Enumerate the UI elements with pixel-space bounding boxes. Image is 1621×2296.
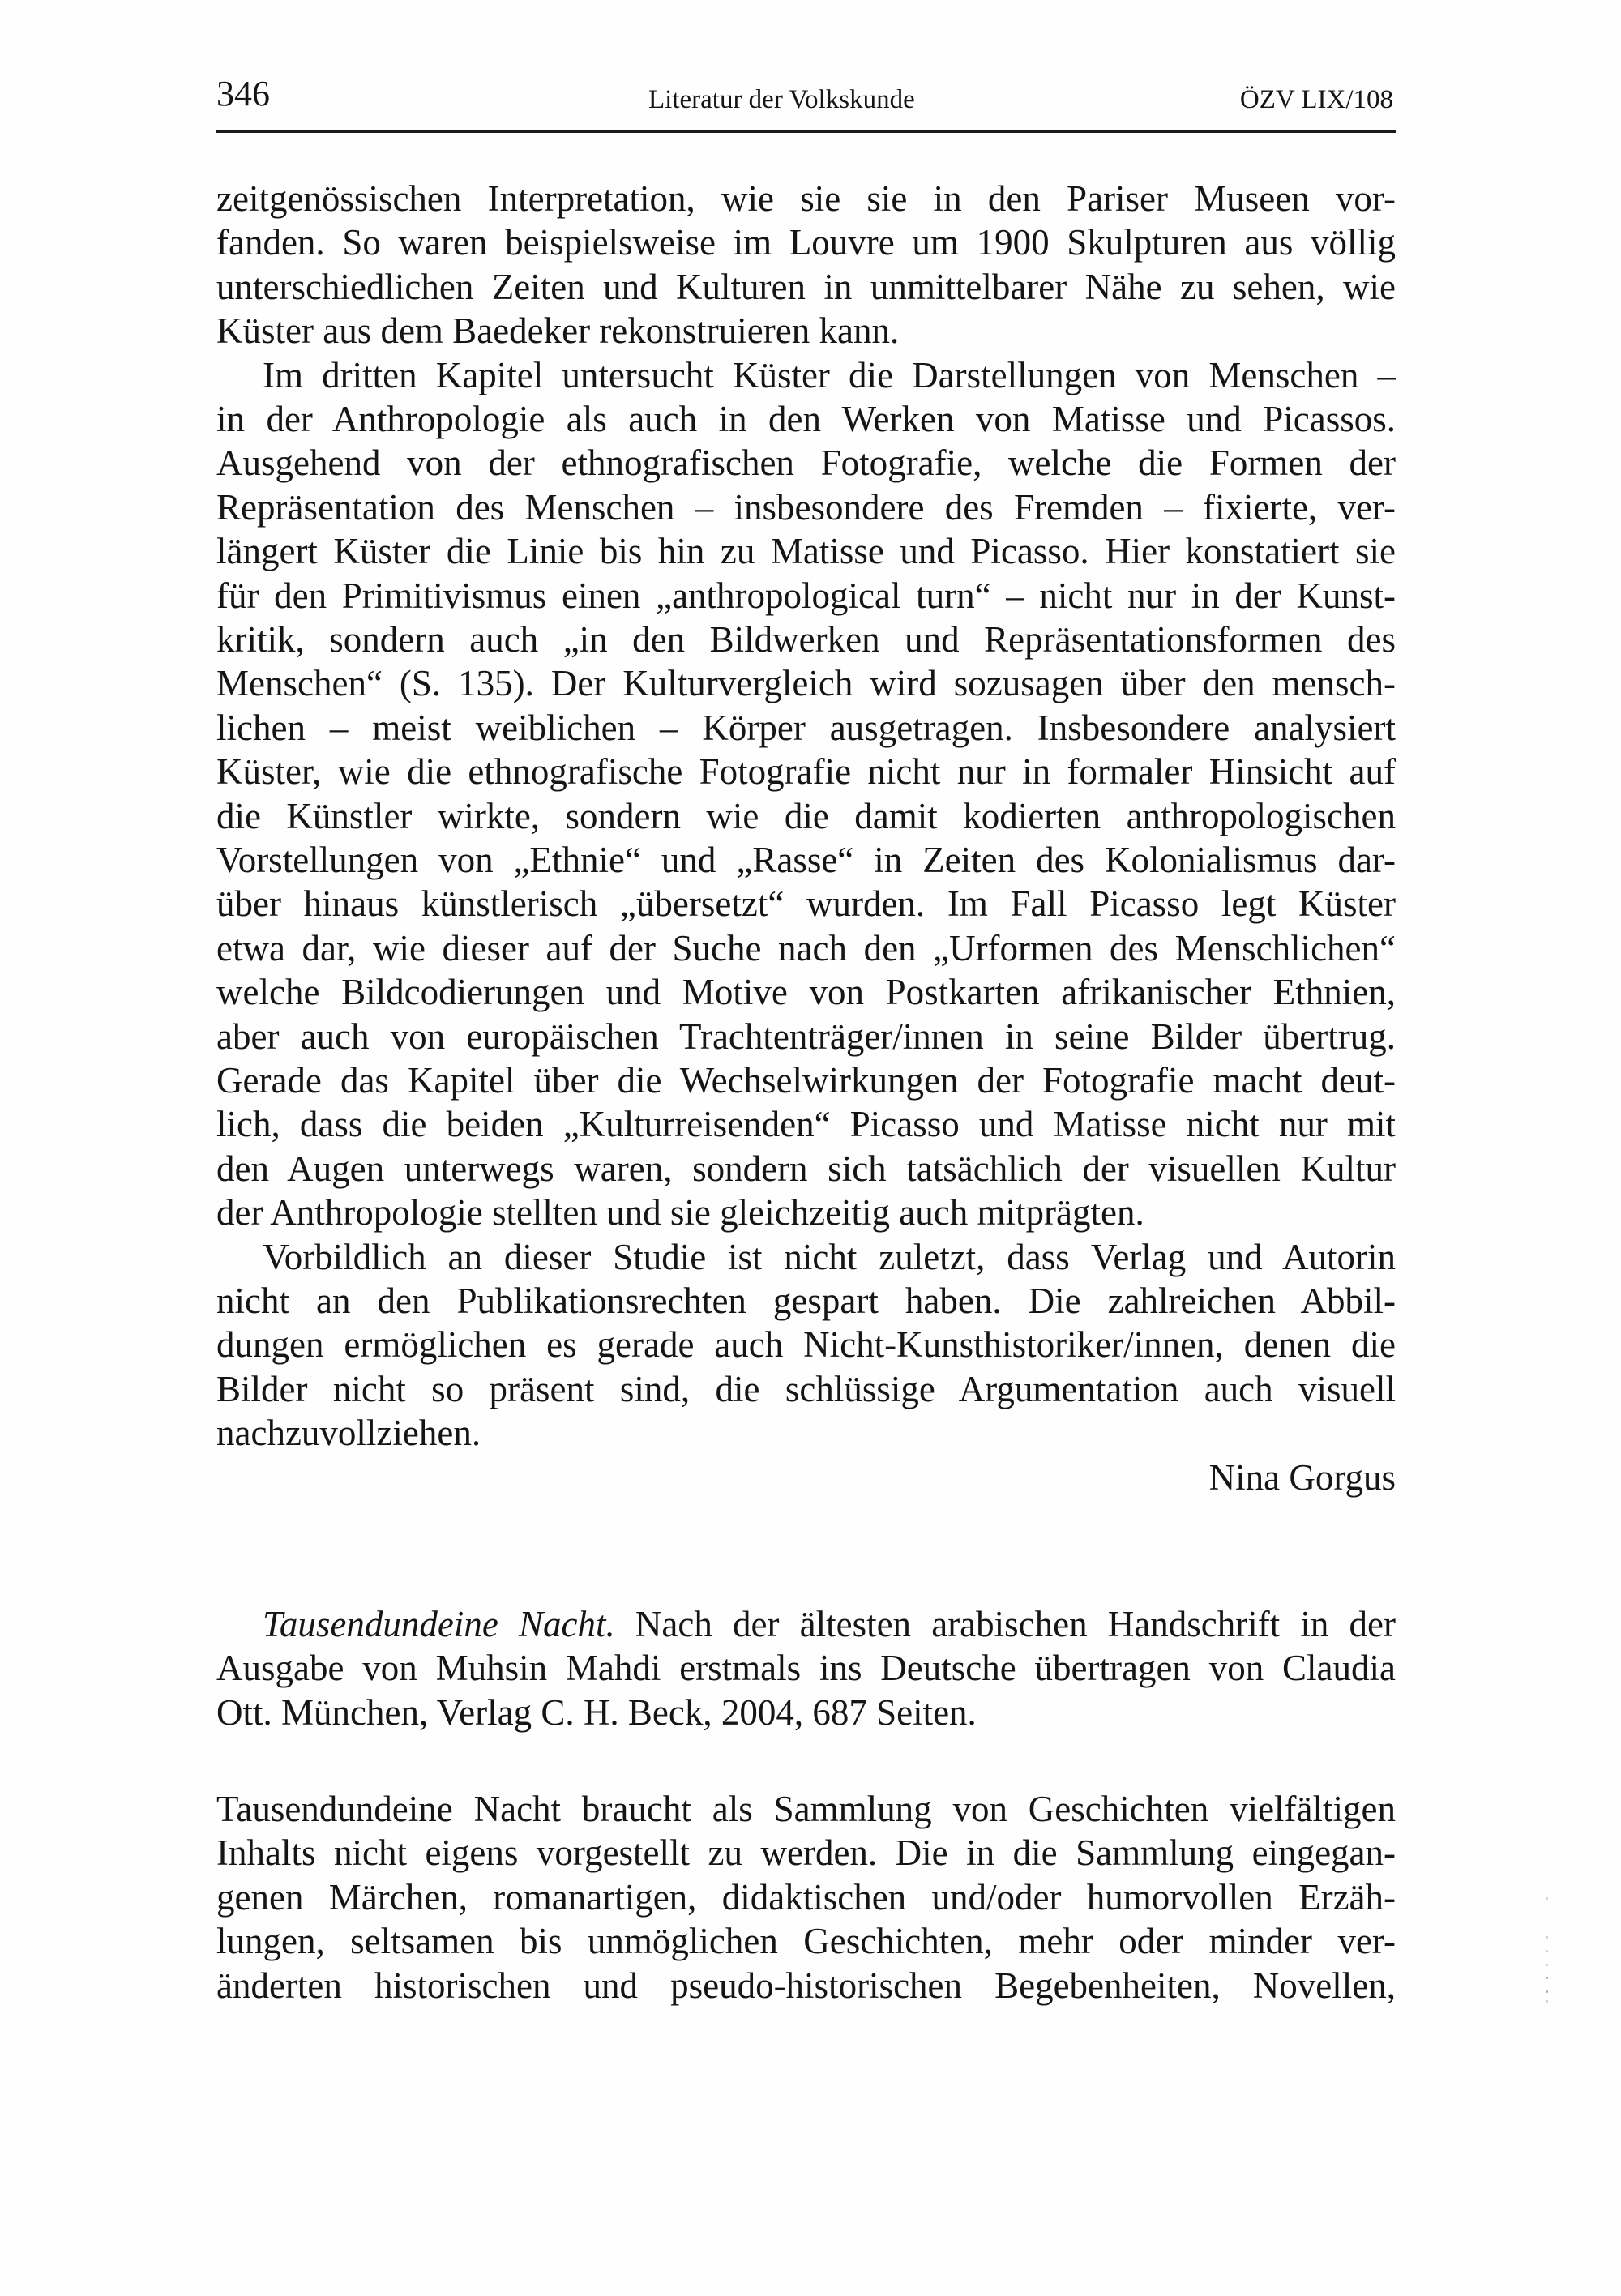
scan-artifact xyxy=(1546,1936,1548,1939)
scan-artifact xyxy=(1546,1977,1548,1979)
text-line: Küster aus dem Baedeker rekonstruieren kann. xyxy=(216,310,900,351)
text-line: änderten historischen und pseudo-historischen Begebenheiten, Novellen, xyxy=(216,1965,1396,2006)
text-line: längert Küster die Linie bis hin zu Matisse und Picasso. Hier konstatiert sie xyxy=(216,531,1396,571)
text-line: Küster, wie die ethnografische Fotografie nicht nur in formaler Hinsicht auf xyxy=(216,751,1396,792)
text-line: über hinaus künstlerisch „übersetzt“ wurden. Im Fall Picasso legt Küster xyxy=(216,883,1396,924)
paragraph-start-line: Im dritten Kapitel untersucht Küster die Darstellungen von Menschen – xyxy=(263,355,1396,395)
page-number: 346 xyxy=(216,74,270,113)
text-line: zeitgenössischen Interpretation, wie sie sie in den Pariser Museen vor- xyxy=(216,178,1396,219)
journal-issue: ÖZV LIX/108 xyxy=(1239,85,1393,114)
text-line: lich, dass die beiden „Kulturreisenden“ Picasso und Matisse nicht nur mit xyxy=(216,1104,1396,1144)
scan-artifact xyxy=(1546,1990,1548,1993)
text-line: kritik, sondern auch „in den Bildwerken und Repräsentationsformen des xyxy=(216,619,1396,660)
text-line: Menschen“ (S. 135). Der Kulturvergleich wird sozusagen über den mensch- xyxy=(216,663,1396,703)
text-line: lichen – meist weiblichen – Körper ausgetragen. Insbesondere analysiert xyxy=(216,708,1396,748)
text-line: genen Märchen, romanartigen, didaktischen und/oder humorvollen Erzäh- xyxy=(216,1877,1396,1918)
book-title: Tausendundeine Nacht. xyxy=(263,1604,615,1644)
citation-line xyxy=(263,1602,1396,1646)
text-line: Gerade das Kapitel über die Wechselwirkungen der Fotografie macht deut- xyxy=(216,1060,1396,1101)
text-line: nicht an den Publikationsrechten gespart haben. Die zahlreichen Abbil- xyxy=(216,1281,1396,1321)
citation-line: Ott. München, Verlag C. H. Beck, 2004, 687 Seiten. xyxy=(216,1692,977,1733)
running-header xyxy=(216,0,1396,138)
review-author: Nina Gorgus xyxy=(1208,1457,1396,1498)
text-line: Inhalts nicht eigens vorgestellt zu werden. Die in die Sammlung eingegan- xyxy=(216,1832,1396,1873)
scan-artifact xyxy=(1546,2000,1548,2003)
running-title: Literatur der Volkskunde xyxy=(648,85,915,114)
text-line: Repräsentation des Menschen – insbesondere des Fremden – fixierte, ver- xyxy=(216,487,1396,528)
text-line: nachzuvollziehen. xyxy=(216,1413,481,1453)
text-line: dungen ermöglichen es gerade auch Nicht-Kunsthistoriker/innen, denen die xyxy=(216,1324,1396,1365)
scan-artifact xyxy=(1546,1950,1548,1952)
text-line: Vorstellungen von „Ethnie“ und „Rasse“ in Zeiten des Kolonialismus dar- xyxy=(216,840,1396,880)
text-line: die Künstler wirkte, sondern wie die damit kodierten anthropologischen xyxy=(216,796,1396,836)
text-line: unterschiedlichen Zeiten und Kulturen in unmittelbarer Nähe zu sehen, wie xyxy=(216,267,1396,307)
text-line: der Anthropologie stellten und sie gleichzeitig auch mitprägten. xyxy=(216,1192,1144,1233)
scan-artifact xyxy=(1546,1964,1548,1966)
text-line: lungen, seltsamen bis unmöglichen Geschichten, mehr oder minder ver- xyxy=(216,1921,1396,1961)
text-line: Tausendundeine Nacht braucht als Sammlung von Geschichten vielfältigen xyxy=(216,1789,1396,1829)
text-line: in der Anthropologie als auch in den Werken von Matisse und Picassos. xyxy=(216,399,1396,439)
text-line: aber auch von europäischen Trachtenträger/innen in seine Bilder übertrug. xyxy=(216,1016,1396,1057)
citation-text: Nach der ältesten arabischen Handschrift in der xyxy=(614,1604,1396,1644)
paragraph-start-line: Vorbildlich an dieser Studie ist nicht zuletzt, dass Verlag und Autorin xyxy=(263,1237,1396,1277)
text-line: etwa dar, wie dieser auf der Suche nach den „Urformen des Menschlichen“ xyxy=(216,928,1396,968)
scan-artifact xyxy=(1546,1897,1548,1900)
header-rule xyxy=(216,130,1396,133)
text-line: den Augen unterwegs waren, sondern sich tatsächlich der visuellen Kultur xyxy=(216,1148,1396,1189)
text-line: Bilder nicht so präsent sind, die schlüssige Argumentation auch visuell xyxy=(216,1369,1396,1409)
text-line: Ausgehend von der ethnografischen Fotografie, welche die Formen der xyxy=(216,443,1396,483)
text-line: welche Bildcodierungen und Motive von Postkarten afrikanischer Ethnien, xyxy=(216,972,1396,1012)
text-line: fanden. So waren beispielsweise im Louvre um 1900 Skulpturen aus völlig xyxy=(216,222,1396,263)
text-line: für den Primitivismus einen „anthropological turn“ – nicht nur in der Kunst- xyxy=(216,575,1396,616)
citation-line: Ausgabe von Muhsin Mahdi erstmals ins Deutsche übertragen von Claudia xyxy=(216,1648,1396,1688)
